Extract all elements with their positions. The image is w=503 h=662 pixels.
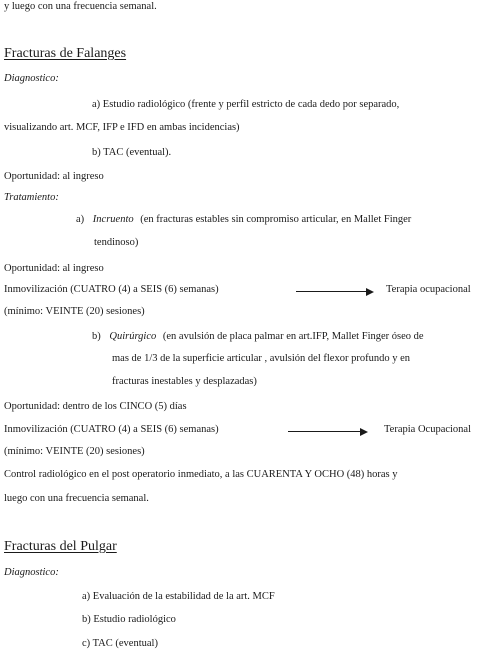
- text-line: Oportunidad: dentro de los CINCO (5) días: [4, 401, 187, 412]
- text-line: Oportunidad: al ingreso: [4, 263, 104, 274]
- text-line: a) Evaluación de la estabilidad de la art. MCF: [82, 591, 275, 602]
- text-line: [76, 213, 411, 226]
- text-line: b) TAC (eventual).: [92, 147, 172, 158]
- text-line: y luego con una frecuencia semanal.: [4, 1, 157, 12]
- diagnostico-label: Diagnostico:: [4, 567, 59, 578]
- text-line: b) Estudio radiológico: [82, 614, 176, 625]
- arrow-right-icon: [296, 287, 374, 297]
- list-marker: b): [92, 331, 101, 342]
- text-span: (en fracturas estables sin compromiso articular, en Mallet Finger: [140, 214, 412, 225]
- text-line: luego con una frecuencia semanal.: [4, 493, 149, 504]
- text-line: tendinoso): [94, 237, 139, 248]
- section-heading-falanges: Fracturas de Falanges: [4, 46, 127, 61]
- text-line: Inmovilización (CUATRO (4) a SEIS (6) semanas): [4, 424, 219, 435]
- list-marker: a): [76, 214, 85, 225]
- text-line: visualizando art. MCF, IFP e IFD en ambas incidencias): [4, 122, 240, 133]
- text-line: (mínimo: VEINTE (20) sesiones): [4, 306, 145, 317]
- arrow-right-icon: [288, 427, 368, 437]
- text-line: Terapia ocupacional: [386, 284, 471, 295]
- text-line: (mínimo: VEINTE (20) sesiones): [4, 446, 145, 457]
- text-line: c) TAC (eventual): [82, 638, 158, 649]
- text-line: Control radiológico en el post operatorio inmediato, a las CUARENTA Y OCHO (48) horas y: [4, 469, 398, 480]
- text-line: fracturas inestables y desplazadas): [112, 376, 257, 387]
- text-line: Inmovilización (CUATRO (4) a SEIS (6) semanas): [4, 284, 219, 295]
- term-incruento: Incruento: [92, 214, 134, 225]
- text-span: (en avulsión de placa palmar en art.IFP, Mallet Finger óseo de: [162, 331, 424, 342]
- text-line: a) Estudio radiológico (frente y perfil estricto de cada dedo por separado,: [92, 99, 400, 110]
- term-quirurgico: Quirúrgico: [109, 331, 157, 342]
- text-line: Terapia Ocupacional: [384, 424, 472, 435]
- section-heading-pulgar: Fracturas del Pulgar: [4, 539, 117, 554]
- tratamiento-label: Tratamiento:: [4, 192, 59, 203]
- diagnostico-label: Diagnostico:: [4, 73, 59, 84]
- text-line: [92, 330, 424, 343]
- text-line: Oportunidad: al ingreso: [4, 171, 104, 182]
- text-line: mas de 1/3 de la superficie articular , avulsión del flexor profundo y en: [112, 353, 410, 364]
